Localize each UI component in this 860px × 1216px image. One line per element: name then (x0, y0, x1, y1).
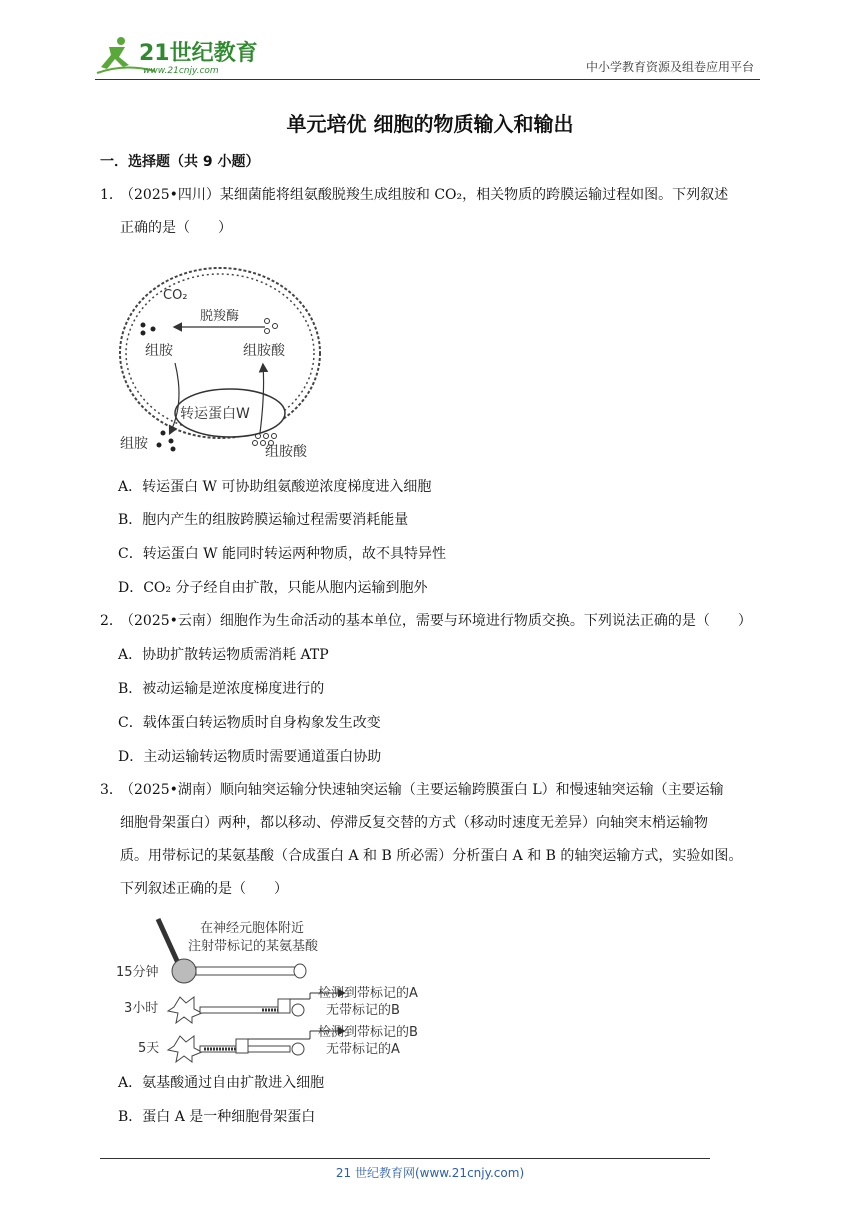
histidine-circles-inner (265, 319, 278, 334)
label-transport-protein: 转运蛋白W (180, 406, 250, 422)
page-footer[interactable]: 21 世纪教育网(www.21cnjy.com) (335, 1166, 525, 1180)
label-row3-no-a: 无带标记的A (326, 1042, 400, 1057)
footer-divider (100, 1158, 710, 1159)
label-time-3h: 3小时 (124, 1001, 159, 1016)
question-number: 1． (100, 187, 123, 203)
question-1 (100, 179, 765, 245)
histamine-dots-inner (141, 323, 156, 336)
logo-text: 21世纪教育 (139, 41, 258, 66)
label-outer-histidine: 组胺酸 (265, 444, 307, 460)
question-3 (100, 774, 765, 906)
label-inject-line1: 在神经元胞体附近 (200, 921, 305, 936)
question-text-line: （2025•云南）细胞作为生命活动的基本单位，需要与环境进行物质交换。下列说法正确的是（ ） (120, 613, 752, 629)
question-text-line: 正确的是（ ） (120, 220, 232, 236)
option-c: C．载体蛋白转运物质时自身构象发生改变 (118, 715, 381, 731)
label-inner-histamine: 组胺 (145, 343, 173, 359)
question-text-line: 下列叙述正确的是（ ） (120, 881, 288, 897)
label-outer-histamine: 组胺 (120, 436, 148, 452)
histamine-dots-outer (157, 431, 176, 452)
question-text-line: 细胞骨架蛋白）两种，都以移动、停滞反复交替的方式（移动时速度无差异）向轴突末梢运输物 (120, 815, 708, 831)
question-text-line: （2025•四川）某细菌能将组氨酸脱羧生成组胺和 CO₂，相关物质的跨膜运输过程如图。下列叙述 (120, 187, 729, 203)
page-title: 单元培优 细胞的物质输入和输出 (286, 112, 574, 136)
option-a: A．氨基酸通过自由扩散进入细胞 (118, 1075, 325, 1091)
logo (95, 33, 260, 77)
question-2 (100, 605, 765, 638)
header-platform-text: 中小学教育资源及组卷应用平台 (585, 60, 754, 74)
question-text-line: （2025•湖南）顺向轴突运输分快速轴突运输（主要运输跨膜蛋白 L）和慢速轴突运输（主要运输 (120, 782, 724, 798)
option-a: A．转运蛋白 W 可协助组氨酸逆浓度梯度进入细胞 (118, 479, 432, 495)
figure-histidine-transport (115, 253, 330, 463)
label-inner-histidine: 组胺酸 (243, 343, 285, 359)
label-row3-detect-b: 检测到带标记的B (318, 1025, 418, 1040)
option-b: B．胞内产生的组胺跨膜运输过程需要消耗能量 (118, 512, 409, 528)
label-co2: CO₂ (163, 288, 188, 303)
label-row2-detect-a: 检测到带标记的A (318, 986, 418, 1001)
page-header (95, 33, 760, 80)
label-row2-no-b: 无带标记的B (326, 1003, 400, 1018)
option-a: A．协助扩散转运物质需消耗 ATP (118, 647, 329, 663)
question-text-line: 质。用带标记的某氨基酸（合成蛋白 A 和 B 所必需）分析蛋白 A 和 B 的轴突运输方式，实验如图。 (120, 848, 743, 864)
label-time-5d: 5天 (138, 1041, 160, 1056)
label-inject-line2: 注射带标记的某氨基酸 (188, 939, 319, 954)
option-b: B．被动运输是逆浓度梯度进行的 (118, 681, 325, 697)
section-heading: 一．选择题（共 9 小题） (100, 154, 260, 170)
option-d: D．主动运输转运物质时需要通道蛋白协助 (118, 749, 382, 765)
question-number: 3． (100, 782, 123, 798)
logo-url: www.21cnjy.com (143, 66, 219, 76)
option-c: C．转运蛋白 W 能同时转运两种物质，故不具特异性 (118, 546, 447, 562)
label-time-15min: 15分钟 (116, 965, 159, 980)
option-d: D．CO₂ 分子经自由扩散，只能从胞内运输到胞外 (118, 580, 428, 596)
label-enzyme: 脱羧酶 (200, 309, 240, 324)
option-b: B．蛋白 A 是一种细胞骨架蛋白 (118, 1109, 316, 1125)
figure-axonal-transport (112, 913, 442, 1065)
neuron-row-1 (172, 959, 306, 983)
question-number: 2． (100, 613, 123, 629)
